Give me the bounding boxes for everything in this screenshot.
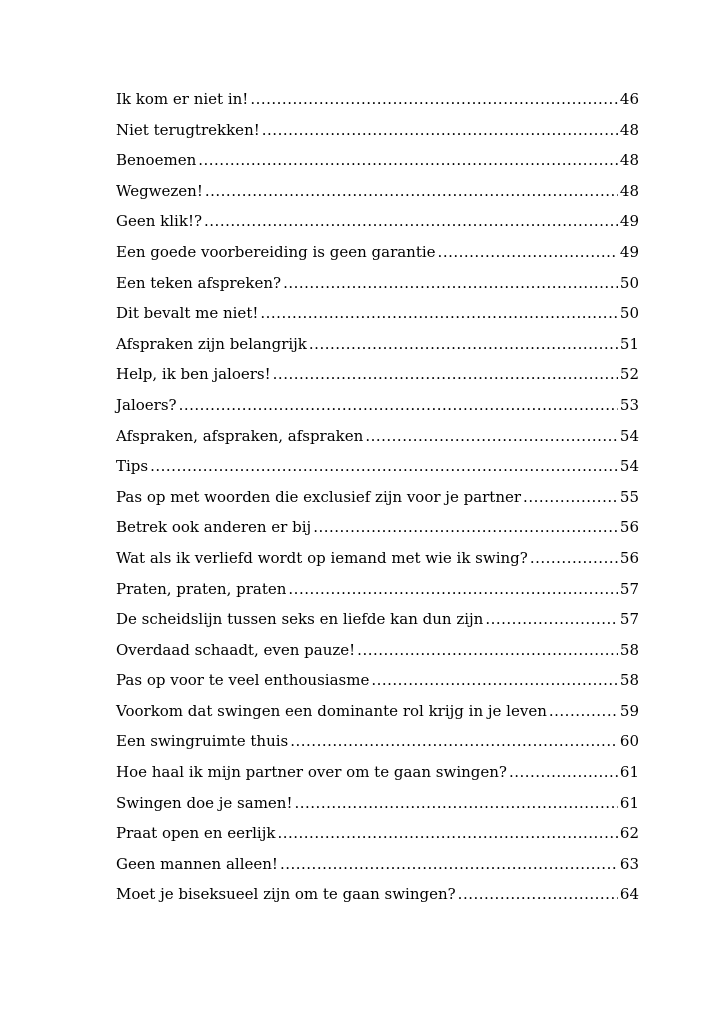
toc-entry-title: Help, ik ben jaloers! (116, 365, 271, 384)
toc-entry (116, 665, 639, 696)
toc-entry-title: Overdaad schaadt, even pauze! (116, 640, 356, 659)
toc-entry-page: 56 (619, 548, 639, 567)
toc-dot-leader (260, 298, 618, 329)
toc-dot-leader (277, 818, 617, 849)
toc-dot-leader (485, 604, 618, 635)
toc-entry (116, 421, 639, 452)
toc-entry (116, 390, 639, 421)
toc-dot-leader (262, 115, 618, 146)
toc-dot-leader (294, 788, 617, 819)
toc-entry (116, 788, 639, 819)
toc-entry-title: Praten, praten, praten (116, 579, 287, 598)
toc-dot-leader (309, 329, 618, 360)
toc-dot-leader (371, 665, 618, 696)
toc-entry (116, 512, 639, 543)
toc-entry-title: Wegwezen! (116, 181, 203, 200)
toc-dot-leader (283, 268, 618, 299)
toc-dot-leader (509, 757, 618, 788)
toc-entry (116, 359, 639, 390)
toc-entry-title: Afspraken zijn belangrijk (116, 334, 307, 353)
toc-entry-page: 54 (619, 426, 639, 445)
toc-entry (116, 757, 639, 788)
toc-entry-title: Jaloers? (116, 395, 177, 414)
toc-dot-leader (357, 635, 618, 666)
toc-entry-page: 61 (619, 793, 639, 812)
toc-entry-title: Pas op voor te veel enthousiasme (116, 671, 370, 690)
toc-dot-leader (150, 451, 618, 482)
toc-dot-leader (290, 726, 618, 757)
toc-entry (116, 726, 639, 757)
toc-dot-leader (458, 879, 618, 910)
toc-entry-title: Swingen doe je samen! (116, 793, 293, 812)
toc-entry-page: 49 (619, 212, 639, 231)
toc-entry (116, 206, 639, 237)
toc-dot-leader (205, 176, 618, 207)
toc-dot-leader (250, 84, 618, 115)
toc-entry-page: 62 (619, 824, 639, 843)
toc-dot-leader (204, 206, 618, 237)
toc-entry (116, 176, 639, 207)
table-of-contents (116, 84, 639, 910)
toc-entry-title: Wat als ik verliefd wordt op iemand met wie ik swing? (116, 548, 528, 567)
toc-entry-title: Dit bevalt me niet! (116, 304, 259, 323)
toc-dot-leader (365, 421, 618, 452)
toc-entry (116, 482, 639, 513)
toc-entry-page: 50 (619, 273, 639, 292)
toc-entry-page: 49 (619, 242, 639, 261)
toc-entry-page: 53 (619, 395, 639, 414)
toc-entry (116, 604, 639, 635)
toc-entry-page: 51 (619, 334, 639, 353)
toc-entry-title: Geen mannen alleen! (116, 854, 278, 873)
toc-entry-page: 61 (619, 763, 639, 782)
toc-dot-leader (313, 512, 618, 543)
toc-entry-page: 58 (619, 671, 639, 690)
toc-entry-title: Tips (116, 457, 149, 476)
toc-entry-page: 50 (619, 304, 639, 323)
toc-entry-page: 64 (619, 885, 639, 904)
toc-dot-leader (179, 390, 618, 421)
toc-entry (116, 543, 639, 574)
toc-entry-page: 57 (619, 610, 639, 629)
toc-entry-title: Geen klik!? (116, 212, 203, 231)
toc-entry-title: Ik kom er niet in! (116, 90, 249, 108)
toc-entry (116, 849, 639, 880)
toc-dot-leader (523, 482, 618, 513)
toc-entry-page: 58 (619, 640, 639, 659)
toc-dot-leader (530, 543, 618, 574)
toc-entry (116, 268, 639, 299)
toc-entry (116, 818, 639, 849)
toc-entry (116, 574, 639, 605)
toc-entry (116, 84, 639, 115)
toc-dot-leader (198, 145, 618, 176)
toc-entry (116, 451, 639, 482)
toc-entry (116, 635, 639, 666)
toc-entry (116, 298, 639, 329)
toc-entry (116, 329, 639, 360)
toc-dot-leader (273, 359, 618, 390)
toc-entry-title: Een swingruimte thuis (116, 732, 289, 751)
toc-entry (116, 145, 639, 176)
toc-entry-page: 48 (619, 120, 639, 139)
toc-dot-leader (438, 237, 618, 268)
toc-entry (116, 879, 639, 910)
toc-entry-page: 48 (619, 181, 639, 200)
toc-entry-page: 57 (619, 579, 639, 598)
toc-entry-title: Een goede voorbereiding is geen garantie (116, 242, 436, 261)
toc-entry-page: 59 (619, 701, 639, 720)
toc-entry (116, 696, 639, 727)
toc-entry (116, 237, 639, 268)
toc-entry-page: 60 (619, 732, 639, 751)
toc-entry-page: 48 (619, 151, 639, 170)
toc-entry-page: 56 (619, 518, 639, 537)
toc-entry-page: 55 (619, 487, 639, 506)
toc-entry-page: 46 (619, 90, 639, 108)
toc-dot-leader (549, 696, 618, 727)
toc-entry-page: 52 (619, 365, 639, 384)
toc-entry-title: Moet je biseksueel zijn om te gaan swingen? (116, 885, 456, 904)
toc-entry-title: Niet terugtrekken! (116, 120, 260, 139)
toc-entry-title: Pas op met woorden die exclusief zijn voor je partner (116, 487, 522, 506)
toc-entry-title: Praat open en eerlijk (116, 824, 276, 843)
toc-entry-page: 54 (619, 457, 639, 476)
toc-entry-page: 63 (619, 854, 639, 873)
toc-entry-title: Benoemen (116, 151, 197, 170)
toc-entry-title: Afspraken, afspraken, afspraken (116, 426, 364, 445)
toc-entry-title: Hoe haal ik mijn partner over om te gaan swingen? (116, 763, 507, 782)
toc-entry (116, 115, 639, 146)
toc-dot-leader (288, 574, 618, 605)
toc-entry-title: Voorkom dat swingen een dominante rol krijg in je leven (116, 701, 547, 720)
toc-entry-title: De scheidslijn tussen seks en liefde kan dun zijn (116, 610, 484, 629)
toc-entry-title: Een teken afspreken? (116, 273, 282, 292)
toc-entry-title: Betrek ook anderen er bij (116, 518, 312, 537)
toc-dot-leader (280, 849, 618, 880)
